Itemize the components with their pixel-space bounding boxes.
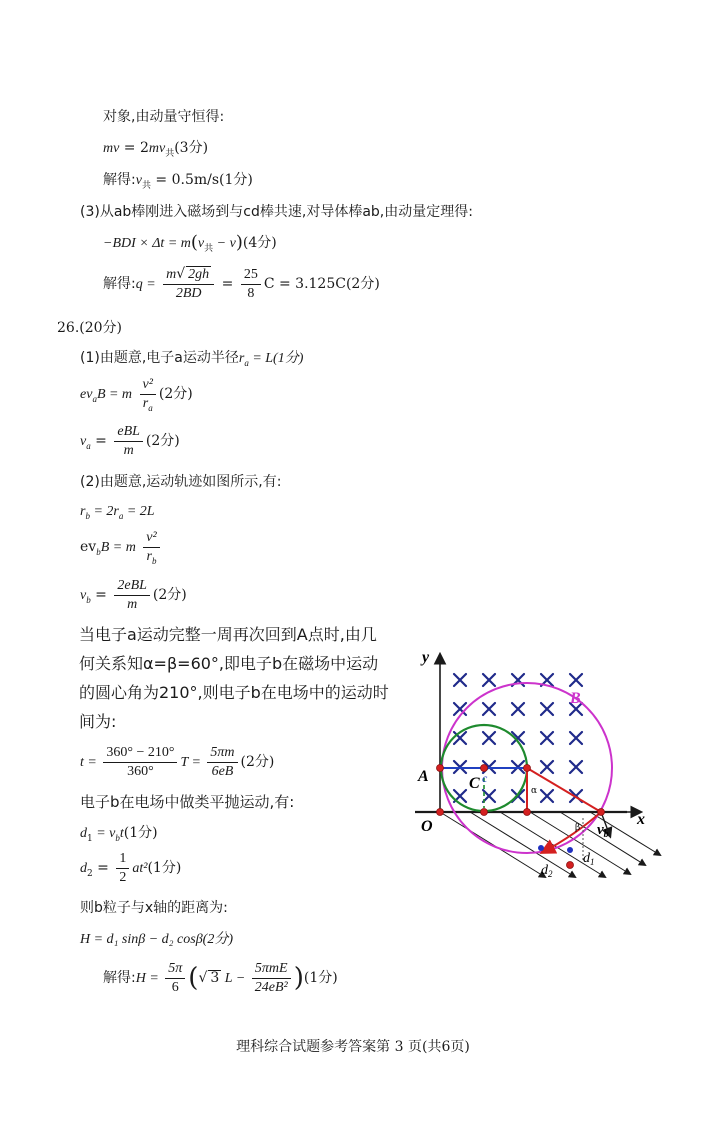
eq-score: (1分): [147, 860, 182, 876]
eq-term: d: [80, 826, 87, 841]
physics-diagram: [405, 640, 675, 890]
frac-den: r: [142, 395, 149, 411]
eq-term: r: [80, 504, 86, 519]
fraction: [252, 961, 291, 996]
eq-term: mv: [103, 141, 120, 156]
text-line-part1: [80, 348, 303, 369]
eq-score: (1分): [303, 970, 338, 986]
eq-subscript: a: [86, 440, 91, 451]
frac-num: v²: [140, 377, 156, 395]
frac-num: 2eBL: [114, 578, 150, 596]
eq-term: −BDI × Δt = m: [103, 236, 191, 251]
eq-score: (3分): [174, 140, 209, 156]
cross-mark: [570, 674, 582, 686]
eq-term: = L(1分): [248, 351, 304, 366]
frac-den: 2: [119, 869, 127, 885]
text-paragraph-geometry: 当电子a运动完整一周再次回到A点时,由几何关系知α=β=60°,即电子b在磁场中运动的圆心角为210°,则电子b在电场中的运动时间为:: [79, 625, 389, 731]
eq-score: (2分): [152, 587, 187, 603]
label-y: y: [422, 649, 430, 666]
point-blue-1: [538, 845, 544, 851]
point-blue-2: [567, 847, 573, 853]
eq-term: mv: [148, 141, 166, 156]
equation-H: H = d₁ sinβ − d₂ cosβ(2分): [80, 932, 234, 947]
eq-term: t: [119, 826, 124, 841]
eq-term: v: [80, 434, 87, 449]
question-number: 26.(20分): [57, 320, 123, 336]
trajectory-red: [527, 768, 601, 852]
text-line-motion: 电子b在电场中做类平抛运动,有:: [80, 793, 295, 811]
text-line-part3: (3)从ab棒刚进入磁场到与cd棒共速,对导体棒ab,由动量定理得:: [80, 204, 473, 220]
eq-term: v: [135, 173, 142, 188]
fraction: [241, 267, 261, 302]
label-vb-sub: b: [603, 829, 609, 840]
frac-num: m: [166, 267, 177, 282]
point-O: [437, 809, 444, 816]
label-vb-main: v: [597, 822, 604, 838]
eq-term: at²: [132, 861, 148, 876]
label-O: O: [421, 818, 433, 835]
eq-term: B = m: [96, 387, 133, 402]
eq-term: = 2: [119, 140, 149, 156]
eq-term: = 2L: [123, 504, 155, 519]
equation-H-result: [103, 958, 338, 999]
sqrt-symbol: √: [176, 266, 186, 282]
equation-charge: [103, 264, 380, 305]
eq-term: = v: [92, 826, 116, 841]
eq-subscript: a: [148, 402, 153, 413]
label-x: x: [637, 811, 645, 828]
frac-num: 5π: [165, 961, 185, 979]
equation-lorentz-b: [80, 527, 163, 568]
frac-num: 25: [241, 267, 261, 285]
eq-term: =: [92, 860, 114, 876]
eq-term: r: [238, 351, 245, 366]
frac-den: m: [123, 442, 134, 458]
eq-term: v: [80, 588, 87, 603]
eq-term: = 0.5m/s(1分): [150, 172, 253, 188]
eq-subscript: 1: [87, 833, 93, 844]
label-d2: [541, 863, 553, 879]
frac-den: m: [127, 596, 138, 612]
sqrt-term: 3: [210, 970, 220, 986]
label-alpha: α: [531, 786, 538, 796]
eq-subscript: b: [86, 594, 91, 605]
cross-mark: [541, 703, 553, 715]
cross-mark: [541, 761, 553, 773]
eq-score: C = 3.125C(2分): [263, 276, 380, 292]
label-d1: [583, 851, 595, 867]
fraction: [114, 578, 150, 613]
cross-mark: [454, 703, 466, 715]
eq-prefix: 解得:: [103, 970, 136, 986]
frac-den: 6: [171, 979, 179, 995]
frac-num: 5πmE: [252, 961, 291, 979]
label-C: C: [469, 775, 480, 792]
equation-vb: [80, 575, 187, 616]
eq-subscript: a: [92, 393, 97, 404]
label-vb: [597, 822, 609, 840]
fraction: [207, 745, 237, 780]
eq-term: T =: [180, 755, 205, 770]
eq-prefix: (1)由题意,电子a运动半径: [80, 350, 239, 366]
label-d2-main: d: [541, 863, 548, 878]
cross-mark: [483, 732, 495, 744]
cross-mark: [541, 790, 553, 802]
eq-term: − v: [213, 236, 236, 251]
eq-score: (4分): [242, 235, 277, 251]
frac-num: 1: [116, 851, 129, 869]
eq-subscript: 2: [87, 868, 93, 879]
frac-den: 24eB²: [254, 979, 288, 995]
field-lines: [440, 812, 660, 877]
fraction: [114, 424, 143, 459]
eq-term: q =: [135, 277, 156, 292]
eq-subscript: b: [151, 555, 157, 566]
eq-prefix: 解得:: [103, 276, 136, 292]
text-line-part2: (2)由题意,运动轨迹如图所示,有:: [80, 474, 282, 490]
frac-num: 360° − 210°: [103, 745, 177, 763]
eq-term: =: [90, 433, 112, 449]
eq-subscript: a: [244, 357, 249, 368]
equation-d1: [80, 823, 158, 844]
frac-den: r: [146, 548, 152, 564]
eq-term: d: [80, 861, 87, 876]
eq-subscript: a: [118, 510, 124, 521]
text-line-object: 对象,由动量守恒得:: [103, 109, 225, 125]
cross-mark: [483, 674, 495, 686]
eq-subscript: 共: [141, 180, 151, 191]
frac-den: 2BD: [175, 286, 202, 301]
eq-term: B = m: [100, 540, 136, 555]
eq-term: ev: [80, 539, 97, 555]
eq-term: L −: [221, 971, 249, 986]
cross-mark: [512, 703, 524, 715]
eq-term: t =: [80, 755, 101, 770]
equation-rb: [80, 501, 155, 522]
paren-right: ): [293, 963, 304, 993]
page-footer: 理科综合试题参考答案第 3 页(共6页): [236, 1039, 470, 1055]
cross-mark: [483, 703, 495, 715]
point-x2: [524, 809, 531, 816]
equation-lorentz-a: [80, 374, 193, 415]
frac-den: 8: [247, 285, 255, 301]
paren-left: (: [190, 232, 198, 253]
eq-subscript: b: [85, 510, 90, 521]
eq-term: = 2r: [89, 504, 119, 519]
eq-term: =: [217, 276, 238, 292]
eq-subscript: b: [115, 832, 120, 843]
equation-d2: [80, 848, 181, 889]
cross-mark: [570, 761, 582, 773]
equation-momentum-theorem: [103, 233, 277, 254]
fraction: [116, 851, 129, 886]
eq-subscript: b: [96, 546, 101, 557]
label-B: B: [570, 690, 581, 707]
point-end: [567, 862, 574, 869]
frac-num: v²: [143, 530, 159, 548]
paren-left: (: [188, 963, 199, 993]
cross-mark: [541, 732, 553, 744]
eq-term: H =: [135, 971, 163, 986]
cross-mark: [454, 674, 466, 686]
fraction: [163, 266, 214, 302]
label-d2-sub: 2: [548, 869, 553, 879]
equation-va: [80, 421, 180, 462]
cross-mark: [454, 732, 466, 744]
eq-term: =: [90, 587, 112, 603]
eq-prefix: 解得:: [103, 172, 136, 188]
label-center-mark: c: [482, 771, 488, 785]
label-d1-sub: 1: [590, 857, 595, 867]
fraction: [165, 961, 185, 996]
paren-right: ): [235, 232, 243, 253]
eq-score: (2分): [158, 386, 193, 402]
label-A: A: [418, 768, 429, 785]
frac-num: 5πm: [207, 745, 237, 763]
label-d1-main: d: [583, 851, 590, 866]
eq-score: (1分): [123, 825, 158, 841]
frac-den: 360°: [127, 763, 154, 779]
frac-num-sqrt: 2gh: [188, 267, 210, 282]
eq-subscript: 共: [165, 148, 175, 159]
frac-den: 6eB: [211, 763, 234, 779]
fraction: [140, 377, 156, 412]
eq-term: ev: [80, 387, 93, 402]
equation-v-common: [103, 170, 253, 191]
text-line-distance: 则b粒子与x轴的距离为:: [80, 900, 228, 916]
eq-term: v: [197, 236, 205, 251]
equation-momentum-conservation: [103, 138, 208, 159]
cross-mark: [570, 732, 582, 744]
point-center: [524, 765, 531, 772]
point-x3: [598, 809, 605, 816]
equation-time: [80, 742, 274, 783]
fraction: [143, 530, 159, 565]
point-A: [437, 765, 444, 772]
fraction: [103, 745, 177, 780]
sqrt-symbol: √: [198, 970, 208, 986]
point-x1: [481, 809, 488, 816]
eq-subscript: 共: [204, 243, 214, 254]
eq-score: (2分): [240, 754, 275, 770]
label-beta: β: [575, 823, 581, 833]
frac-num: eBL: [114, 424, 143, 442]
eq-score: (2分): [145, 433, 180, 449]
